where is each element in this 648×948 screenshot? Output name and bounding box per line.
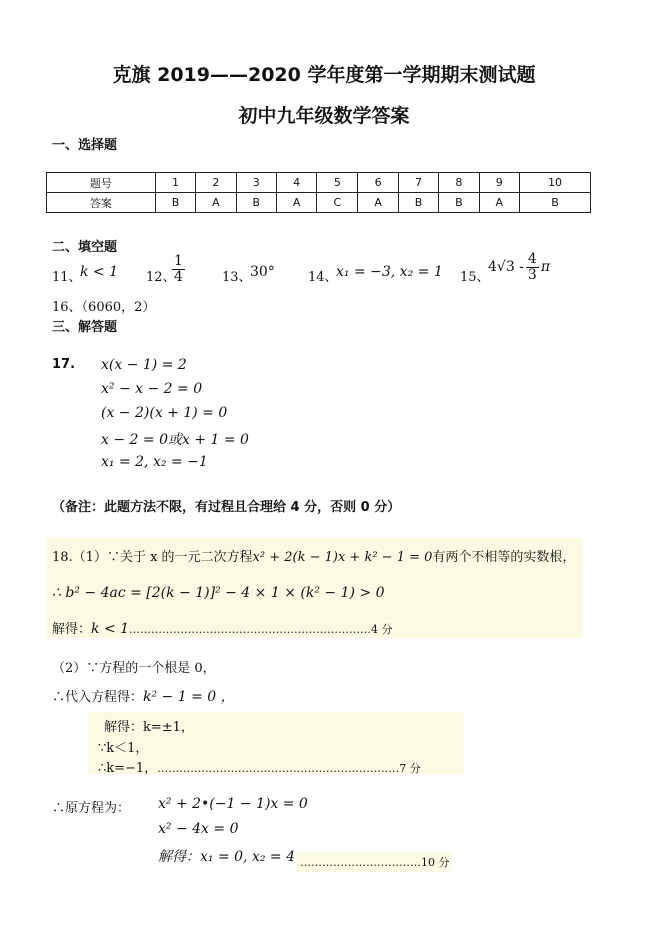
- table-cell: 9: [479, 173, 519, 193]
- q18-intro-tail: 有两个不相等的实数根，: [432, 550, 576, 565]
- table-cell: A: [358, 193, 398, 213]
- row-header: 题号: [47, 173, 156, 193]
- q17-step: x₁ = 2, x₂ = −1: [101, 454, 208, 470]
- table-cell: B: [398, 193, 438, 213]
- q18-part2-result: [98, 757, 421, 776]
- q18-result-math: k < 1: [91, 621, 130, 637]
- table-row: [47, 193, 591, 213]
- q11-label: 11、: [52, 270, 82, 285]
- table-cell: B: [439, 193, 479, 213]
- table-cell: 10: [519, 173, 590, 193]
- section-heading-choice: 一、选择题: [52, 138, 118, 153]
- q18-final-score-dots: ……………………………10 分: [300, 856, 450, 869]
- q15-part-b: π: [540, 259, 551, 276]
- table-cell: A: [196, 193, 236, 213]
- table-cell: 6: [358, 173, 398, 193]
- table-cell: A: [276, 193, 316, 213]
- q17-step: (x − 2)(x + 1) = 0: [101, 405, 228, 421]
- q18-result-label: 解得：: [52, 622, 92, 637]
- q17-label: 17.: [52, 357, 76, 372]
- q12-denominator: 4: [174, 268, 183, 285]
- table-cell: 4: [276, 173, 316, 193]
- q15-denominator: 3: [527, 266, 537, 283]
- q12-numerator: 1: [174, 253, 183, 269]
- answer-table: [46, 172, 591, 213]
- q17-step: x(x − 1) = 2: [101, 357, 187, 373]
- row-header: 答案: [47, 193, 156, 213]
- q13-label: 13、: [222, 270, 252, 285]
- q18-intro-text: 18.（1）∵关于 x 的一元二次方程: [52, 550, 253, 565]
- q14-label: 14、: [308, 270, 338, 285]
- table-cell: 5: [317, 173, 358, 193]
- q13-answer: 30°: [250, 264, 275, 280]
- table-cell: 2: [196, 173, 236, 193]
- table-cell: C: [317, 193, 358, 213]
- q18-result-line: [52, 618, 393, 637]
- grading-note: （备注：此题方法不限，有过程且合理给 4 分，否则 0 分）: [52, 500, 401, 515]
- q18-original-label: ∴原方程为：: [52, 801, 131, 816]
- q18-intro: [52, 546, 575, 565]
- q12-fraction: [170, 254, 187, 284]
- q18-original-step: 解得：x₁ = 0, x₂ = 4: [158, 849, 295, 865]
- table-cell: A: [479, 193, 519, 213]
- table-cell: 8: [439, 173, 479, 193]
- q15-part-a: 4√3 -: [488, 259, 524, 276]
- q14-answer: x₁ = −3, x₂ = 1: [336, 264, 443, 280]
- q16-answer: 16、（6060，2）: [52, 300, 156, 315]
- table-cell: 1: [155, 173, 195, 193]
- q18-part2-intro: （2）∵方程的一个根是 0，: [52, 661, 216, 676]
- q18-part2-result-text: ∴k=−1，: [98, 761, 158, 776]
- q11-answer: k < 1: [80, 264, 119, 280]
- q15-label: 15、: [460, 270, 490, 285]
- table-cell: 7: [398, 173, 438, 193]
- table-cell: B: [519, 193, 590, 213]
- q18-part2-substitute: [52, 686, 235, 706]
- table-cell: B: [155, 193, 195, 213]
- document-subtitle: 初中九年级数学答案: [238, 105, 410, 127]
- q18-original-step: x² − 4x = 0: [158, 821, 239, 837]
- q15-numerator: 4: [527, 251, 537, 267]
- q12-label: 12、: [146, 270, 176, 285]
- q15-answer: [488, 252, 550, 282]
- table-cell: 3: [236, 173, 276, 193]
- section-heading-solve: 三、解答题: [52, 320, 118, 335]
- document-title: 克旗 2019——2020 学年度第一学期期末测试题: [112, 64, 536, 86]
- q18-part2-substitute-math: k² − 1 = 0 ，: [143, 689, 235, 705]
- q17-step: x² − x − 2 = 0: [101, 381, 203, 397]
- q17-step: x − 2 = 0或x + 1 = 0: [101, 432, 249, 448]
- table-row: [47, 173, 591, 193]
- q18-part2-score-dots: …………………………………………………………7 分: [157, 762, 421, 775]
- section-heading-fill: 二、填空题: [52, 240, 118, 255]
- q18-score-dots: …………………………………………………………4 分: [129, 623, 393, 636]
- q18-part2-condition: ∵k＜1，: [98, 741, 149, 756]
- q18-original-step: x² + 2•(−1 − 1)x = 0: [158, 796, 308, 812]
- q18-part2-substitute-label: ∴代入方程得：: [52, 690, 144, 705]
- q18-part2-solve: 解得：k=±1，: [104, 720, 194, 735]
- q18-equation: x² + 2(k − 1)x + k² − 1 = 0: [252, 550, 433, 565]
- table-cell: B: [236, 193, 276, 213]
- q18-discriminant: ∴ b² − 4ac = [2(k − 1)]² − 4 × 1 × (k² − 1) > 0: [52, 585, 385, 601]
